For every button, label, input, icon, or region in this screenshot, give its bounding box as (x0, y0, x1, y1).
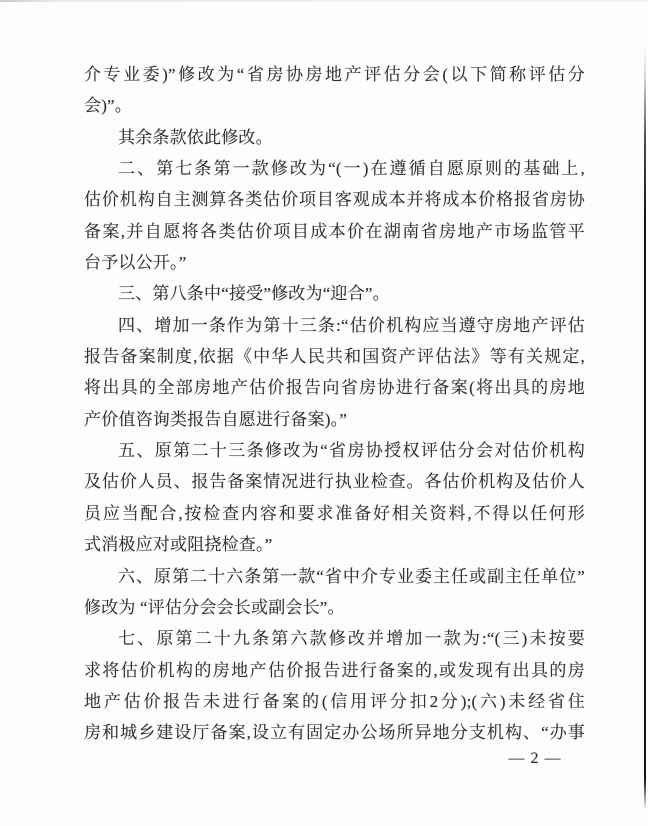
document-line: 二、第七条第一款修改为“(一)在遵循自愿原则的基础上, (118, 159, 585, 179)
document-line: 及估价人员、报告备案情况进行执业检查。各估价机构及估价人 (84, 472, 585, 492)
document-line: 五、原第二十三条修改为“省房协授权评估分会对估价机构 (118, 441, 585, 461)
document-line: 介专业委)”修改为“省房协房地产评估分会(以下简称评估分 (84, 65, 585, 84)
page-number: — 2 — (508, 750, 562, 767)
document-line: 六、原第二十六条第一款“省中介专业委主任或副主任单位” (118, 566, 585, 586)
document-line: 四、增加一条作为第十三条:“估价机构应当遵守房地产评估 (118, 315, 585, 335)
document-line: 其余条款依此修改。 (118, 127, 273, 147)
scan-right-edge-line (644, 48, 646, 810)
document-line: 报告备案制度,依据《中华人民共和国资产评估法》等有关规定, (84, 347, 585, 367)
document-line: 会)”。 (84, 96, 133, 116)
document-line: 估价机构自主测算各类估价项目客观成本并将成本价格报省房协 (84, 190, 585, 210)
document-line: 备案,并自愿将各类估价项目成本价在湖南省房地产市场监管平 (84, 221, 585, 241)
document-body (84, 59, 585, 749)
document-line: 房和城乡建设厅备案,设立有固定办公场所异地分支机构、“办事 (84, 723, 585, 743)
document-line: 员应当配合,按检查内容和要求准备好相关资料,不得以任何形 (84, 503, 585, 523)
document-line: 三、第八条中“接受”修改为“迎合”。 (118, 284, 390, 304)
document-line: 将出具的全部房地产估价报告向省房协进行备案(将出具的房地 (84, 378, 585, 398)
document-line: 求将估价机构的房地产估价报告进行备案的,或发现有出具的房 (84, 660, 585, 680)
document-line: 式消极应对或阻挠检查。” (84, 535, 273, 555)
document-line: 修改为 “评估分会会长或副会长”。 (84, 597, 345, 617)
document-line: 地产估价报告未进行备案的(信用评分扣2分);(六)未经省住 (84, 691, 585, 711)
document-line: 产价值咨询类报告自愿进行备案)。” (84, 409, 348, 429)
document-line: 台予以公开。” (84, 253, 187, 273)
scan-top-edge-artifact (0, 0, 648, 2)
document-line: 七、原第二十九条第六款修改并增加一款为:“(三)未按要 (118, 629, 585, 649)
